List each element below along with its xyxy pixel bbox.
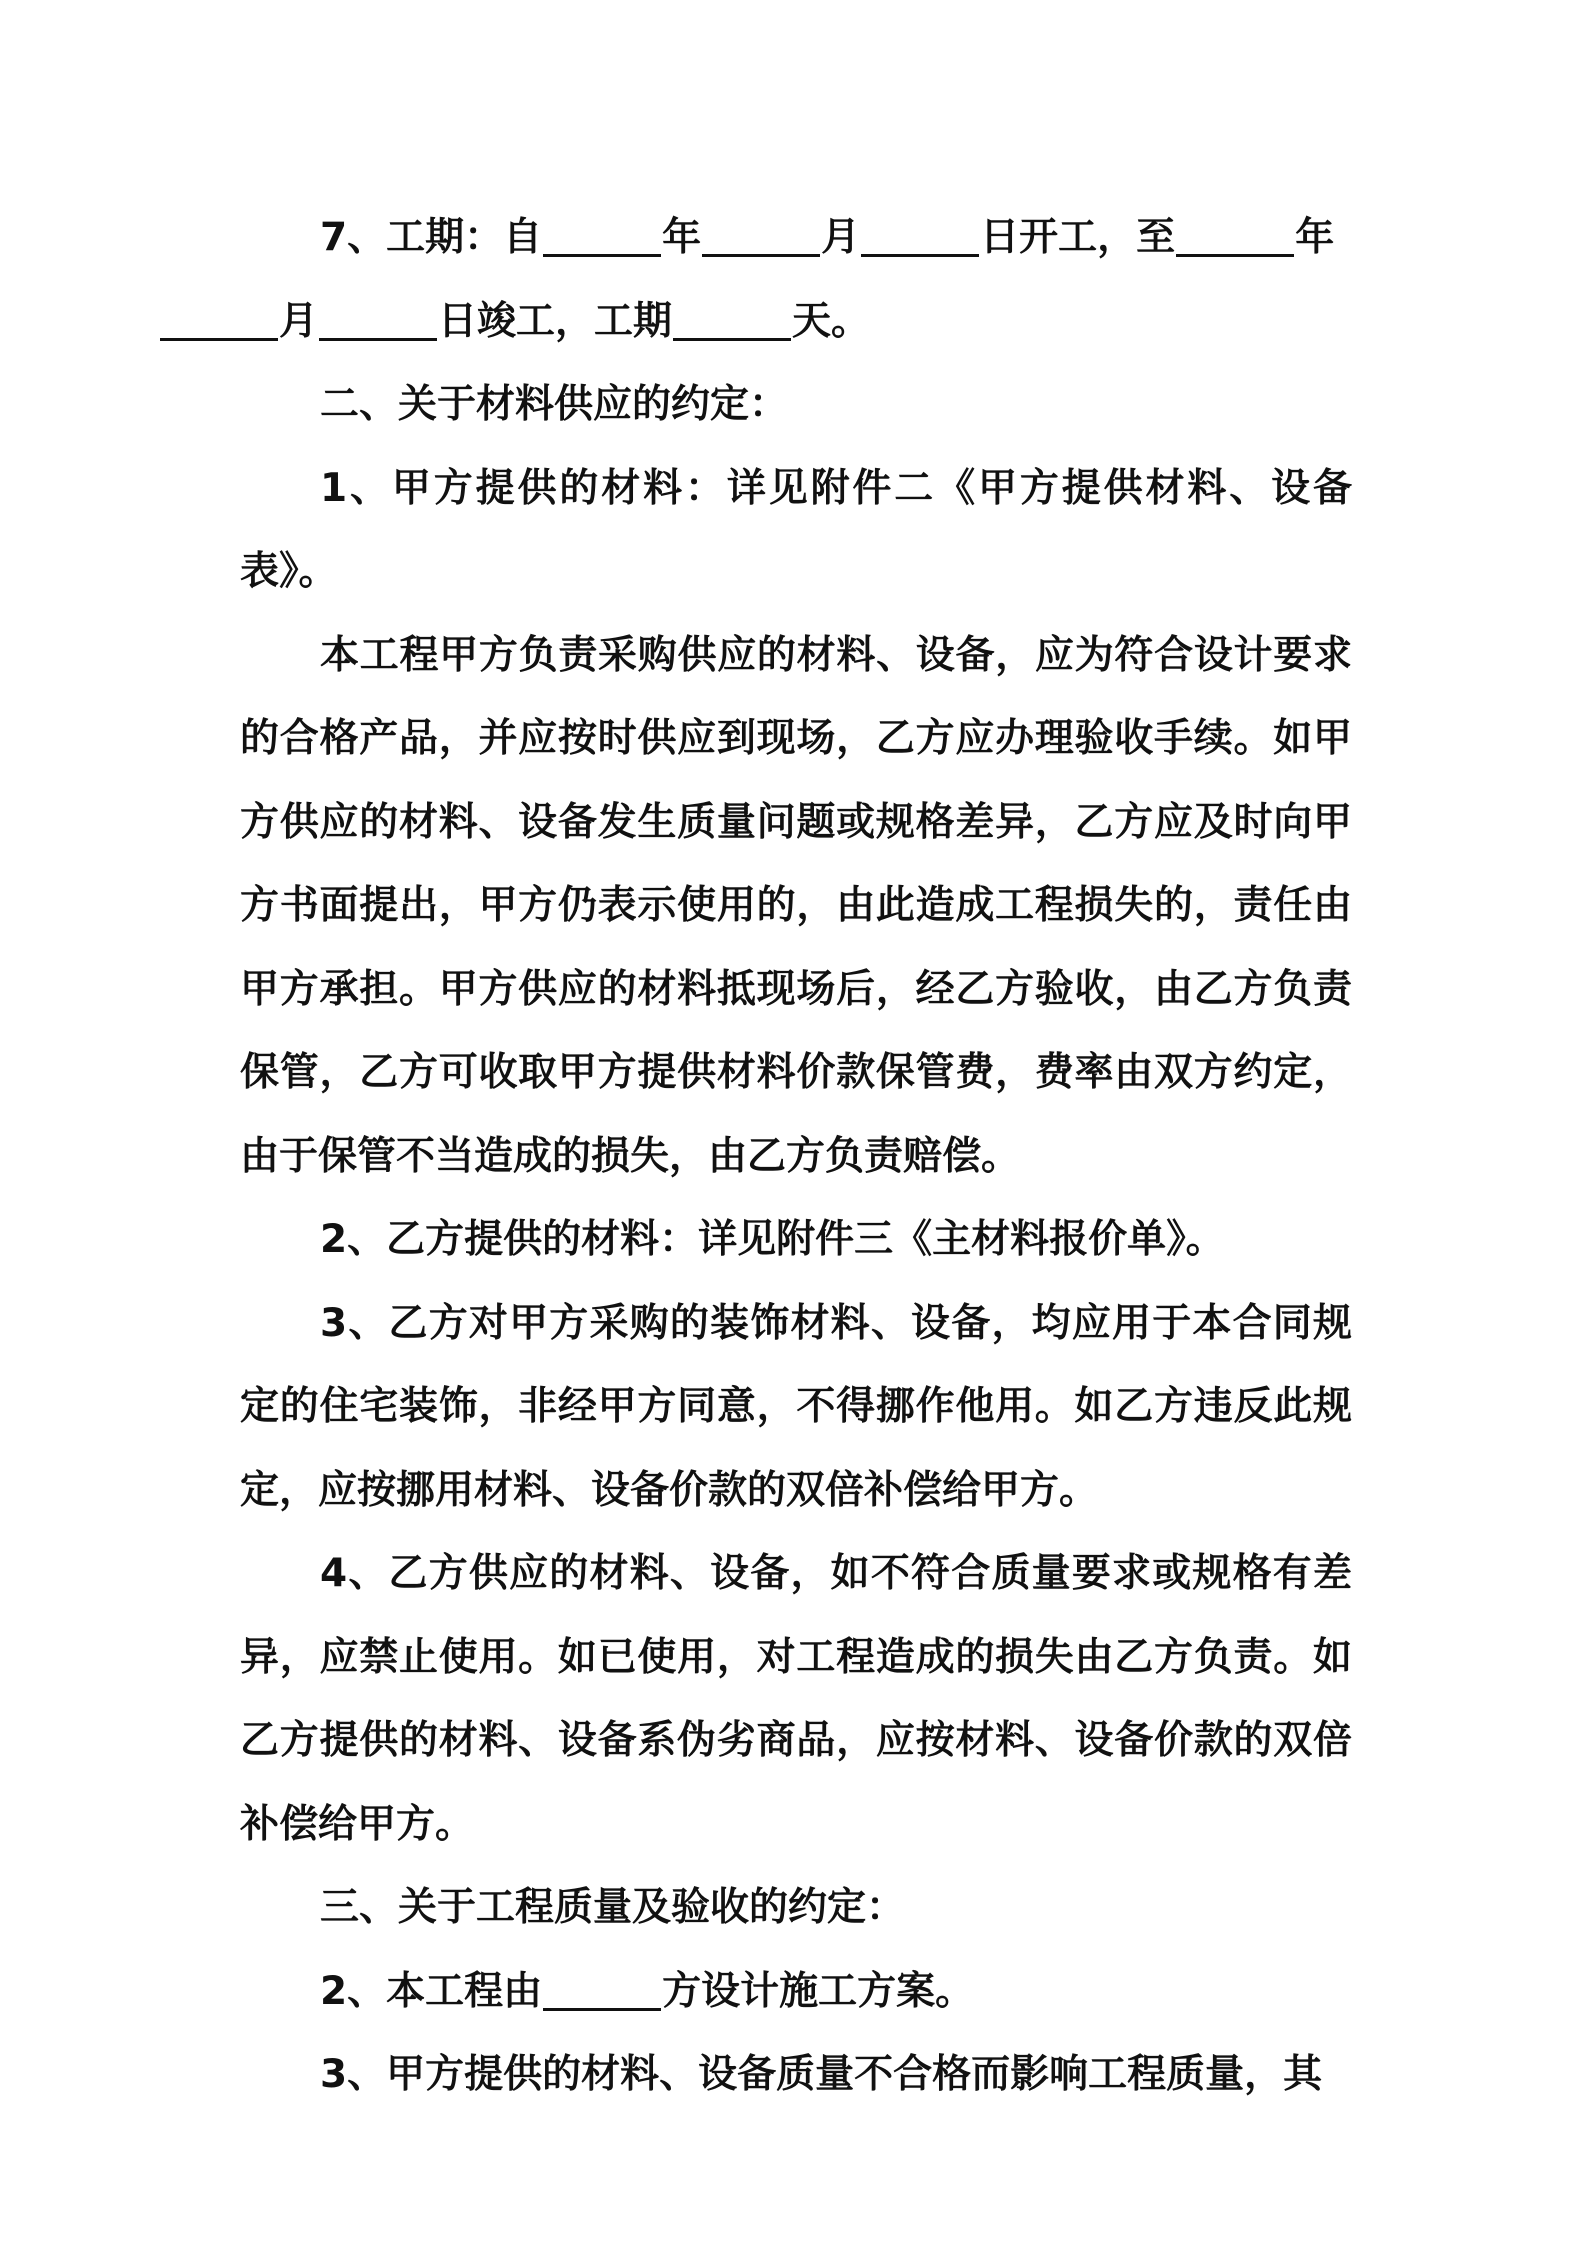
item7-text-year2: 年 — [1295, 215, 1335, 260]
blank-design-party — [543, 2008, 661, 2011]
s2-item4: 4、乙方供应的材料、设备，如不符合质量要求或规格有差异，应禁止使用。如已使用，对工程造成的损失由乙方负责。如乙方提供的材料、设备系伪劣商品，应按材料、设备价款的双倍补偿给甲方。 — [240, 1551, 1352, 1847]
blank-start-day — [861, 254, 979, 257]
s3-item2 — [240, 1950, 1352, 2034]
blank-start-month — [702, 254, 820, 257]
section3-title: 三、关于工程质量及验收的约定： — [320, 1885, 906, 1930]
item7-text-duration: 日竣工，工期 — [438, 298, 673, 344]
item7-text-to: 日开工，至 — [980, 215, 1176, 260]
s3-item2-text-start: 2、本工程由 — [320, 1968, 543, 2014]
s2-item2: 2、乙方提供的材料：详见附件三《主材料报价单》。 — [320, 1217, 1225, 1262]
s2-item3: 3、乙方对甲方采购的装饰材料、设备，均应用于本合同规定的住宅装饰，非经甲方同意，不得挪作他用。如乙方违反此规定，应按挪用材料、设备价款的双倍补偿给甲方。 — [240, 1300, 1352, 1513]
blank-start-year — [543, 254, 661, 257]
s2-item1: 1、甲方提供的材料：详见附件二《甲方提供材料、设备表》。 — [240, 465, 1352, 594]
blank-end-day — [319, 338, 437, 341]
item7-text-start: 7、工期：自 — [320, 215, 543, 260]
item7-schedule — [240, 196, 1352, 363]
section2-title: 二、关于材料供应的约定： — [320, 382, 789, 427]
item7-text-year: 年 — [662, 215, 702, 260]
document-body — [240, 196, 1352, 2117]
blank-end-year — [1176, 254, 1294, 257]
s3-item2-text-end: 方设计施工方案。 — [662, 1968, 975, 2014]
s3-item3: 3、甲方提供的材料、设备质量不合格而影响工程质量，其 — [320, 2052, 1323, 2097]
item7-text-month: 月 — [821, 215, 861, 260]
item7-text-month2: 月 — [279, 298, 319, 344]
blank-duration-days — [673, 338, 791, 341]
item7-text-days: 天。 — [792, 298, 871, 344]
blank-end-month — [160, 338, 278, 341]
s2-item1-detail: 本工程甲方负责采购供应的材料、设备，应为符合设计要求的合格产品，并应按时供应到现场，乙方应办理验收手续。如甲方供应的材料、设备发生质量问题或规格差异，乙方应及时向甲方书面提出，甲方仍表示使用的，由此造成工程损失的，责任由甲方承担。甲方供应的材料抵现场后，经乙方验收，由乙方负责保管，乙方可收取甲方提供材料价款保管费，费率由双方约定，由于保管不当造成的损失，由乙方负责赔偿。 — [240, 632, 1352, 1179]
